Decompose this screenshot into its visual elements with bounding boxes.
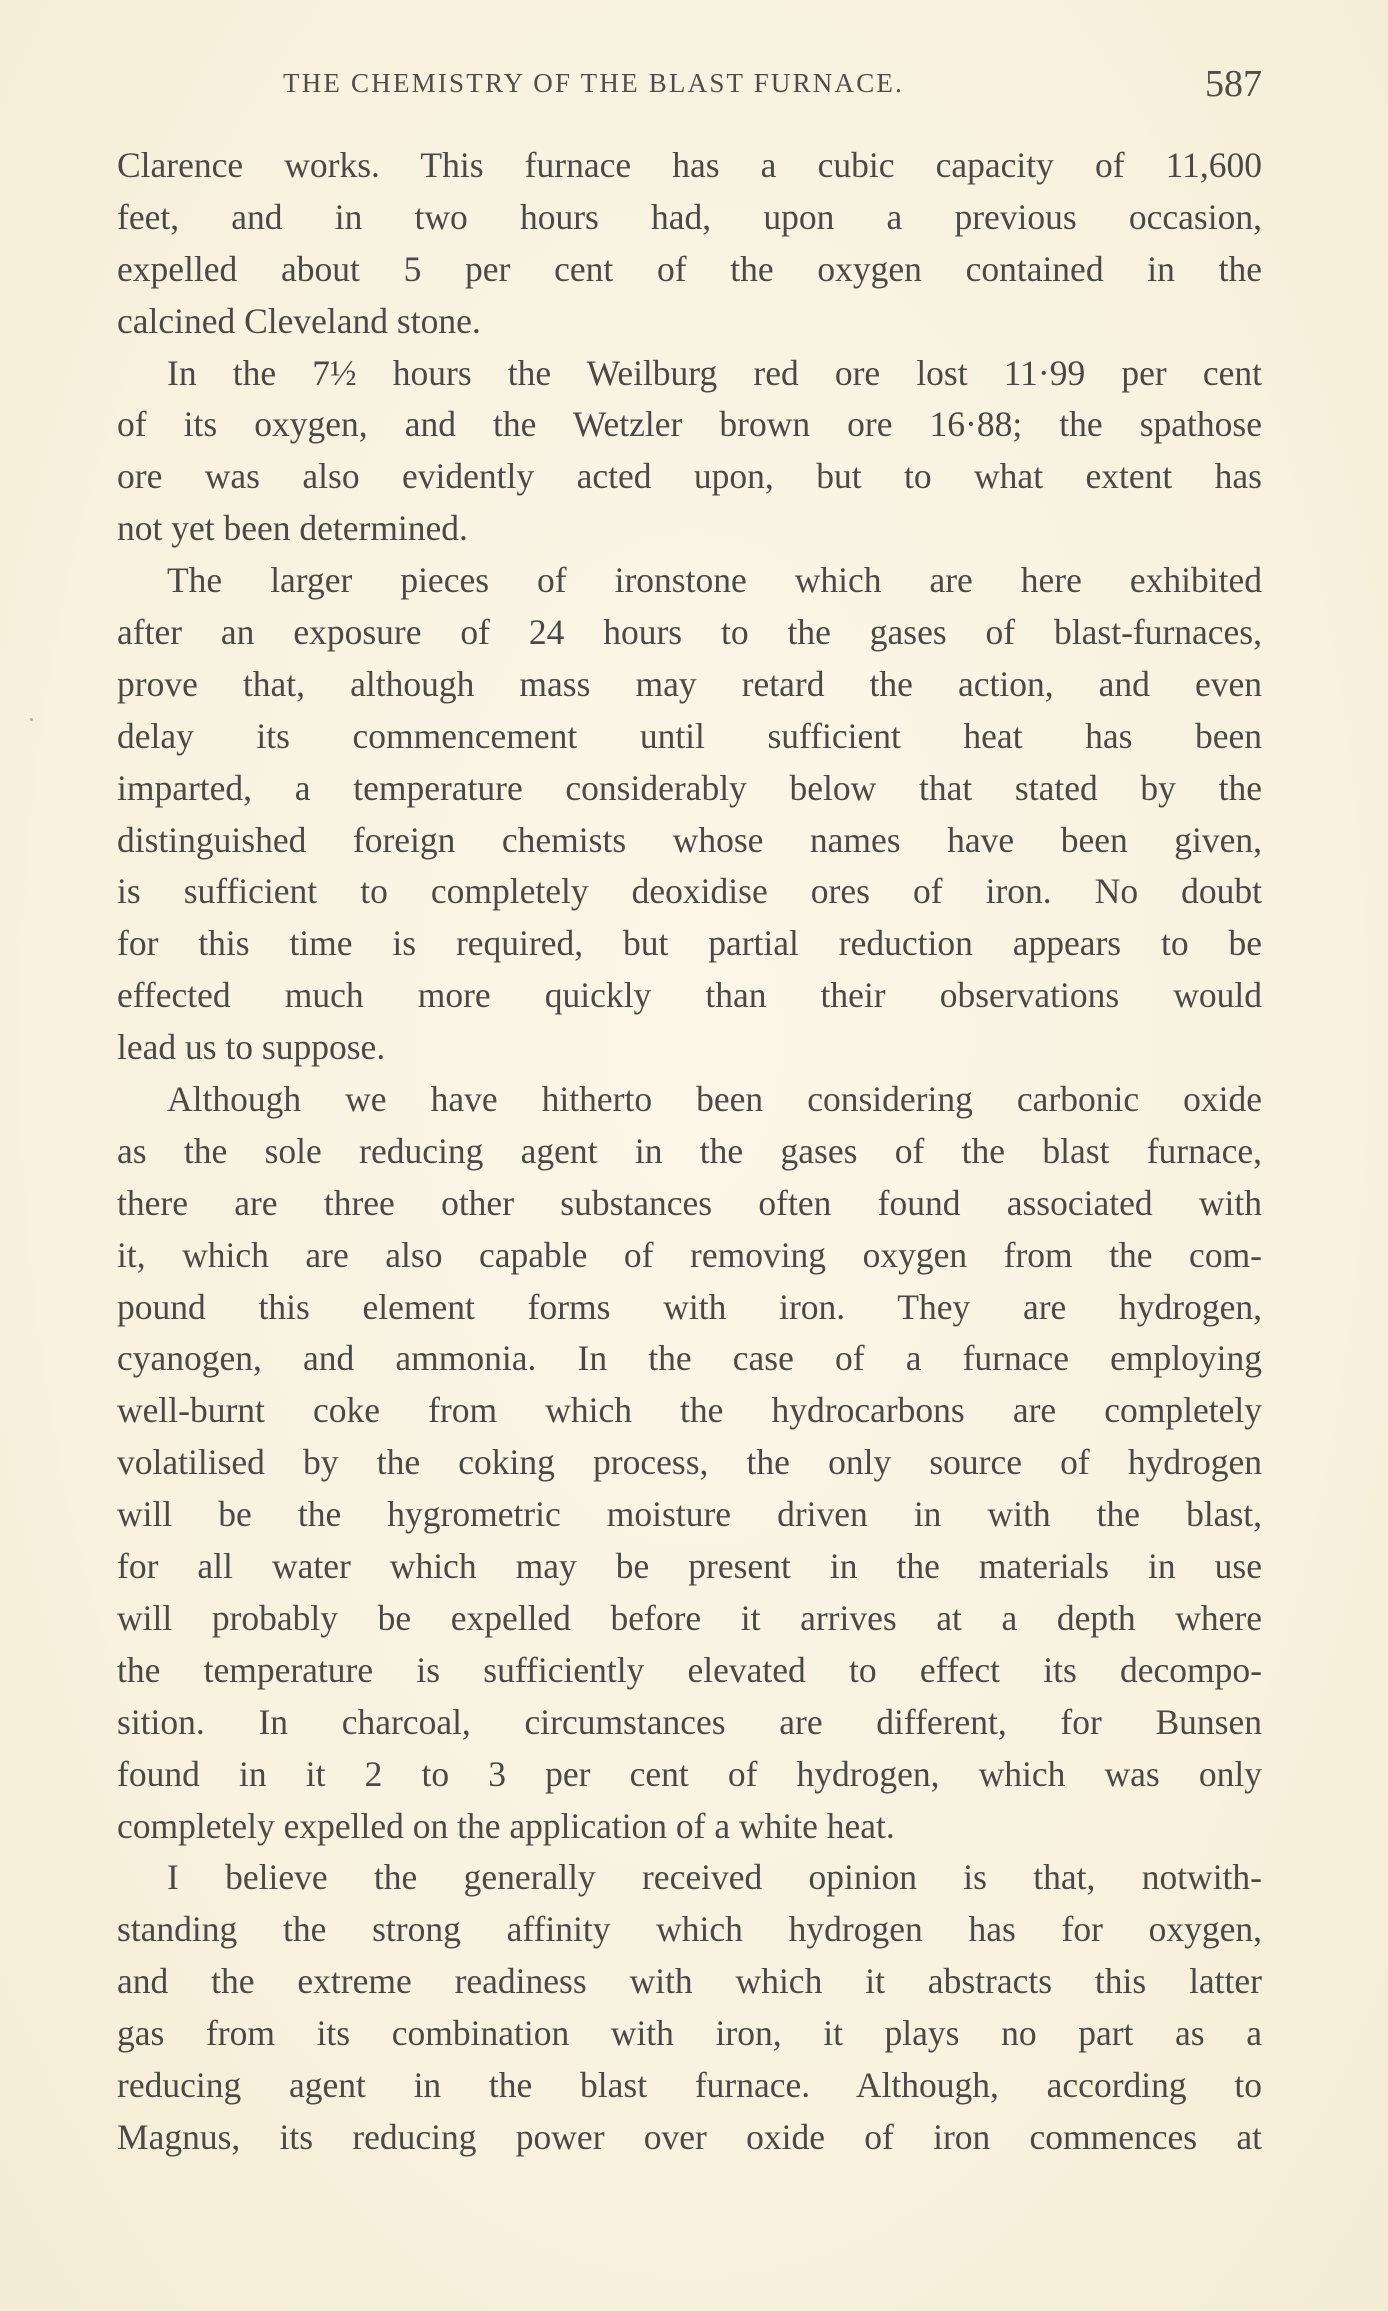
text-line: effected much more quickly than their observations would <box>117 975 1262 1016</box>
text-line: distinguished foreign chemists whose names have been given, <box>117 819 1262 860</box>
text-line: cyanogen, and ammonia. In the case of a furnace employing <box>117 1338 1262 1379</box>
text-line: completely expelled on the application of a white heat. <box>117 1805 895 1846</box>
text-line: for this time is required, but partial reduction appears to be <box>117 923 1262 964</box>
paragraph <box>117 555 1262 1074</box>
print-speck <box>30 718 33 721</box>
text-line: calcined Cleveland stone. <box>117 300 481 341</box>
text-line: ore was also evidently acted upon, but to what extent has <box>117 456 1262 497</box>
text-line: volatilised by the coking process, the only source of hydrogen <box>117 1442 1262 1483</box>
text-line: In the 7½ hours the Weilburg red ore lost 11·99 per cent <box>167 352 1262 393</box>
text-line: after an exposure of 24 hours to the gases of blast-furnaces, <box>117 612 1262 653</box>
text-line: standing the strong affinity which hydrogen has for oxygen, <box>117 1909 1262 1950</box>
text-line: will probably be expelled before it arrives at a depth where <box>117 1597 1262 1638</box>
text-line: The larger pieces of ironstone which are here exhibited <box>167 560 1262 601</box>
paragraph <box>117 140 1262 348</box>
paragraph <box>117 1074 1262 1852</box>
text-line: Magnus, its reducing power over oxide of iron commences at <box>117 2116 1262 2157</box>
text-line: pound this element forms with iron. They are hydrogen, <box>117 1286 1262 1327</box>
body-text <box>117 140 1262 2164</box>
text-line: and the extreme readiness with which it abstracts this latter <box>117 1961 1262 2002</box>
running-title: THE CHEMISTRY OF THE BLAST FURNACE. <box>283 68 905 98</box>
paragraph <box>117 1852 1262 2163</box>
text-line: reducing agent in the blast furnace. Although, according to <box>117 2064 1262 2105</box>
text-line: the temperature is sufficiently elevated to effect its decompo- <box>117 1649 1262 1690</box>
page-number: 587 <box>1205 63 1262 105</box>
paragraph <box>117 348 1262 556</box>
text-line: imparted, a temperature considerably below that stated by the <box>117 767 1262 808</box>
text-line: sition. In charcoal, circumstances are different, for Bunsen <box>117 1701 1262 1742</box>
text-line: not yet been determined. <box>117 508 468 549</box>
text-line: of its oxygen, and the Wetzler brown ore 16·88; the spathose <box>117 404 1262 445</box>
text-line: for all water which may be present in the materials in use <box>117 1546 1262 1587</box>
text-line: Although we have hitherto been considering carbonic oxide <box>167 1079 1262 1120</box>
text-line: expelled about 5 per cent of the oxygen contained in the <box>117 248 1262 289</box>
text-line: feet, and in two hours had, upon a previous occasion, <box>117 196 1262 237</box>
text-line: it, which are also capable of removing oxygen from the com- <box>117 1234 1262 1275</box>
page-header <box>117 62 1262 112</box>
text-line: prove that, although mass may retard the action, and even <box>117 663 1262 704</box>
text-line: will be the hygrometric moisture driven in with the blast, <box>117 1494 1262 1535</box>
text-line: well-burnt coke from which the hydrocarbons are completely <box>117 1390 1262 1431</box>
text-line: there are three other substances often found associated with <box>117 1182 1262 1223</box>
text-line: lead us to suppose. <box>117 1027 386 1068</box>
text-line: delay its commencement until sufficient heat has been <box>117 715 1262 756</box>
text-line: Clarence works. This furnace has a cubic capacity of 11,600 <box>117 145 1262 185</box>
text-line: I believe the generally received opinion is that, notwith- <box>167 1857 1262 1898</box>
text-line: as the sole reducing agent in the gases of the blast furnace, <box>117 1130 1262 1171</box>
text-line: found in it 2 to 3 per cent of hydrogen, which was only <box>117 1753 1262 1794</box>
text-line: gas from its combination with iron, it plays no part as a <box>117 2013 1262 2054</box>
text-line: is sufficient to completely deoxidise ores of iron. No doubt <box>117 871 1262 912</box>
